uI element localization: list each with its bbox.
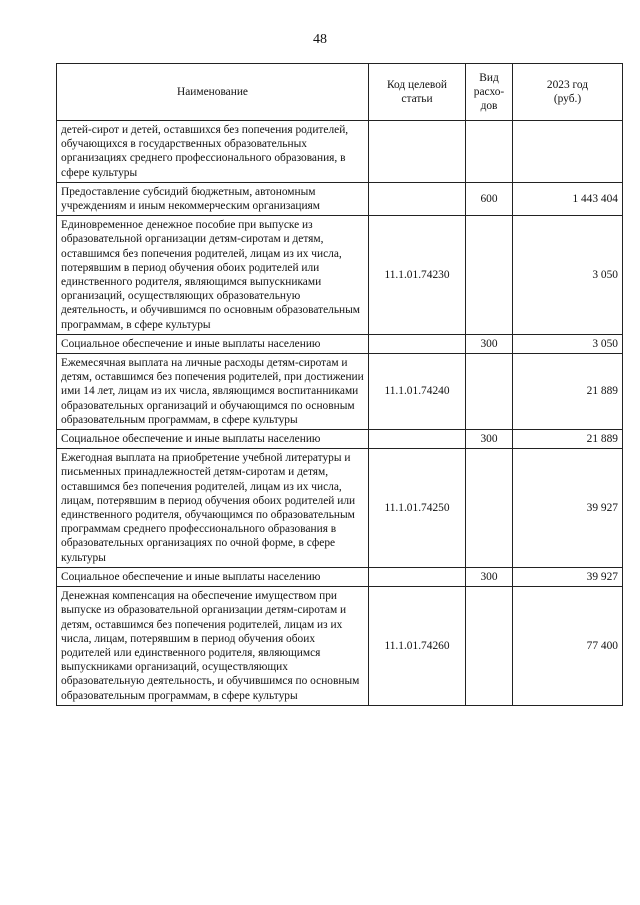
- row-sum: [513, 121, 623, 183]
- row-type: 300: [466, 430, 513, 449]
- row-type: [466, 216, 513, 335]
- row-name: Ежегодная выплата на приобретение учебной литературы и письменных принадлежностей детям-сиротам и детям, оставшимся без попечения родителей, лицам из их числа, лицам, потерявшим в период обучения обоих родителей или единственного родителя, обучающимся по образовательным программам среднего профессионального образования в образовательных организациях по очной форме, в сфере культуры: [57, 449, 369, 568]
- row-type: [466, 587, 513, 706]
- row-name: детей-сирот и детей, оставшихся без попечения родителей, обучающихся в государственных образовательных организациях среднего профессионального образования, в сфере культуры: [57, 121, 369, 183]
- row-code: 11.1.01.74230: [369, 216, 466, 335]
- row-name: Социальное обеспечение и иные выплаты населению: [57, 567, 369, 586]
- page-number: 48: [313, 32, 327, 47]
- table-row: [57, 567, 623, 586]
- row-name: Социальное обеспечение и иные выплаты населению: [57, 430, 369, 449]
- table-row: [57, 430, 623, 449]
- row-code: [369, 567, 466, 586]
- row-sum: 3 050: [513, 334, 623, 353]
- row-name: Предоставление субсидий бюджетным, автономным учреждениям и иным некоммерческим организациям: [57, 182, 369, 215]
- row-code: [369, 334, 466, 353]
- table-row: [57, 449, 623, 568]
- row-sum: 1 443 404: [513, 182, 623, 215]
- row-code: [369, 182, 466, 215]
- table-row: [57, 216, 623, 335]
- header-type: Вид расхо- дов: [466, 64, 513, 121]
- row-type: [466, 121, 513, 183]
- row-name: Ежемесячная выплата на личные расходы детям-сиротам и детям, оставшимся без попечения родителей, при достижении ими 14 лет, лицам из их числа, являющимся воспитанниками образовательных организаций и обучающимся по основным образовательным программам, в сфере культуры: [57, 354, 369, 430]
- table-row: [57, 354, 623, 430]
- table-row: [57, 121, 623, 183]
- row-type: 300: [466, 334, 513, 353]
- row-code: [369, 430, 466, 449]
- row-code: 11.1.01.74250: [369, 449, 466, 568]
- table-header-row: [57, 64, 623, 121]
- row-type: 600: [466, 182, 513, 215]
- header-name: Наименование: [57, 64, 369, 121]
- row-code: 11.1.01.74260: [369, 587, 466, 706]
- row-sum: 39 927: [513, 449, 623, 568]
- table-row: [57, 182, 623, 215]
- table-row: [57, 334, 623, 353]
- row-sum: 21 889: [513, 430, 623, 449]
- row-code: 11.1.01.74240: [369, 354, 466, 430]
- header-sum: 2023 год (руб.): [513, 64, 623, 121]
- row-name: Социальное обеспечение и иные выплаты населению: [57, 334, 369, 353]
- row-type: 300: [466, 567, 513, 586]
- row-type: [466, 354, 513, 430]
- row-sum: 21 889: [513, 354, 623, 430]
- row-name: Единовременное денежное пособие при выпуске из образовательной организации детям-сиротам и детям, оставшимся без попечения родителей, лицам из их числа, потерявшим в период обучения обоих родителей или единственного родителя, являющимся выпускниками организаций, осуществляющих образовательную деятельность, и обучившимся по основным образовательным программам, в сфере культуры: [57, 216, 369, 335]
- table-row: [57, 587, 623, 706]
- row-type: [466, 449, 513, 568]
- row-sum: 39 927: [513, 567, 623, 586]
- row-sum: 3 050: [513, 216, 623, 335]
- row-name: Денежная компенсация на обеспечение имуществом при выпуске из образовательной организации детям-сиротам и детям, оставшимся без попечения родителей, лицам из их числа, лицам, потерявшим в период обучения обоих родителей или единственного родителя, являющимся выпускниками организаций, осуществляющих образовательную деятельность, и обучившимся по основным образовательным программам, в сфере культуры: [57, 587, 369, 706]
- header-code: Код целевой статьи: [369, 64, 466, 121]
- budget-table: [56, 63, 623, 706]
- row-sum: 77 400: [513, 587, 623, 706]
- row-code: [369, 121, 466, 183]
